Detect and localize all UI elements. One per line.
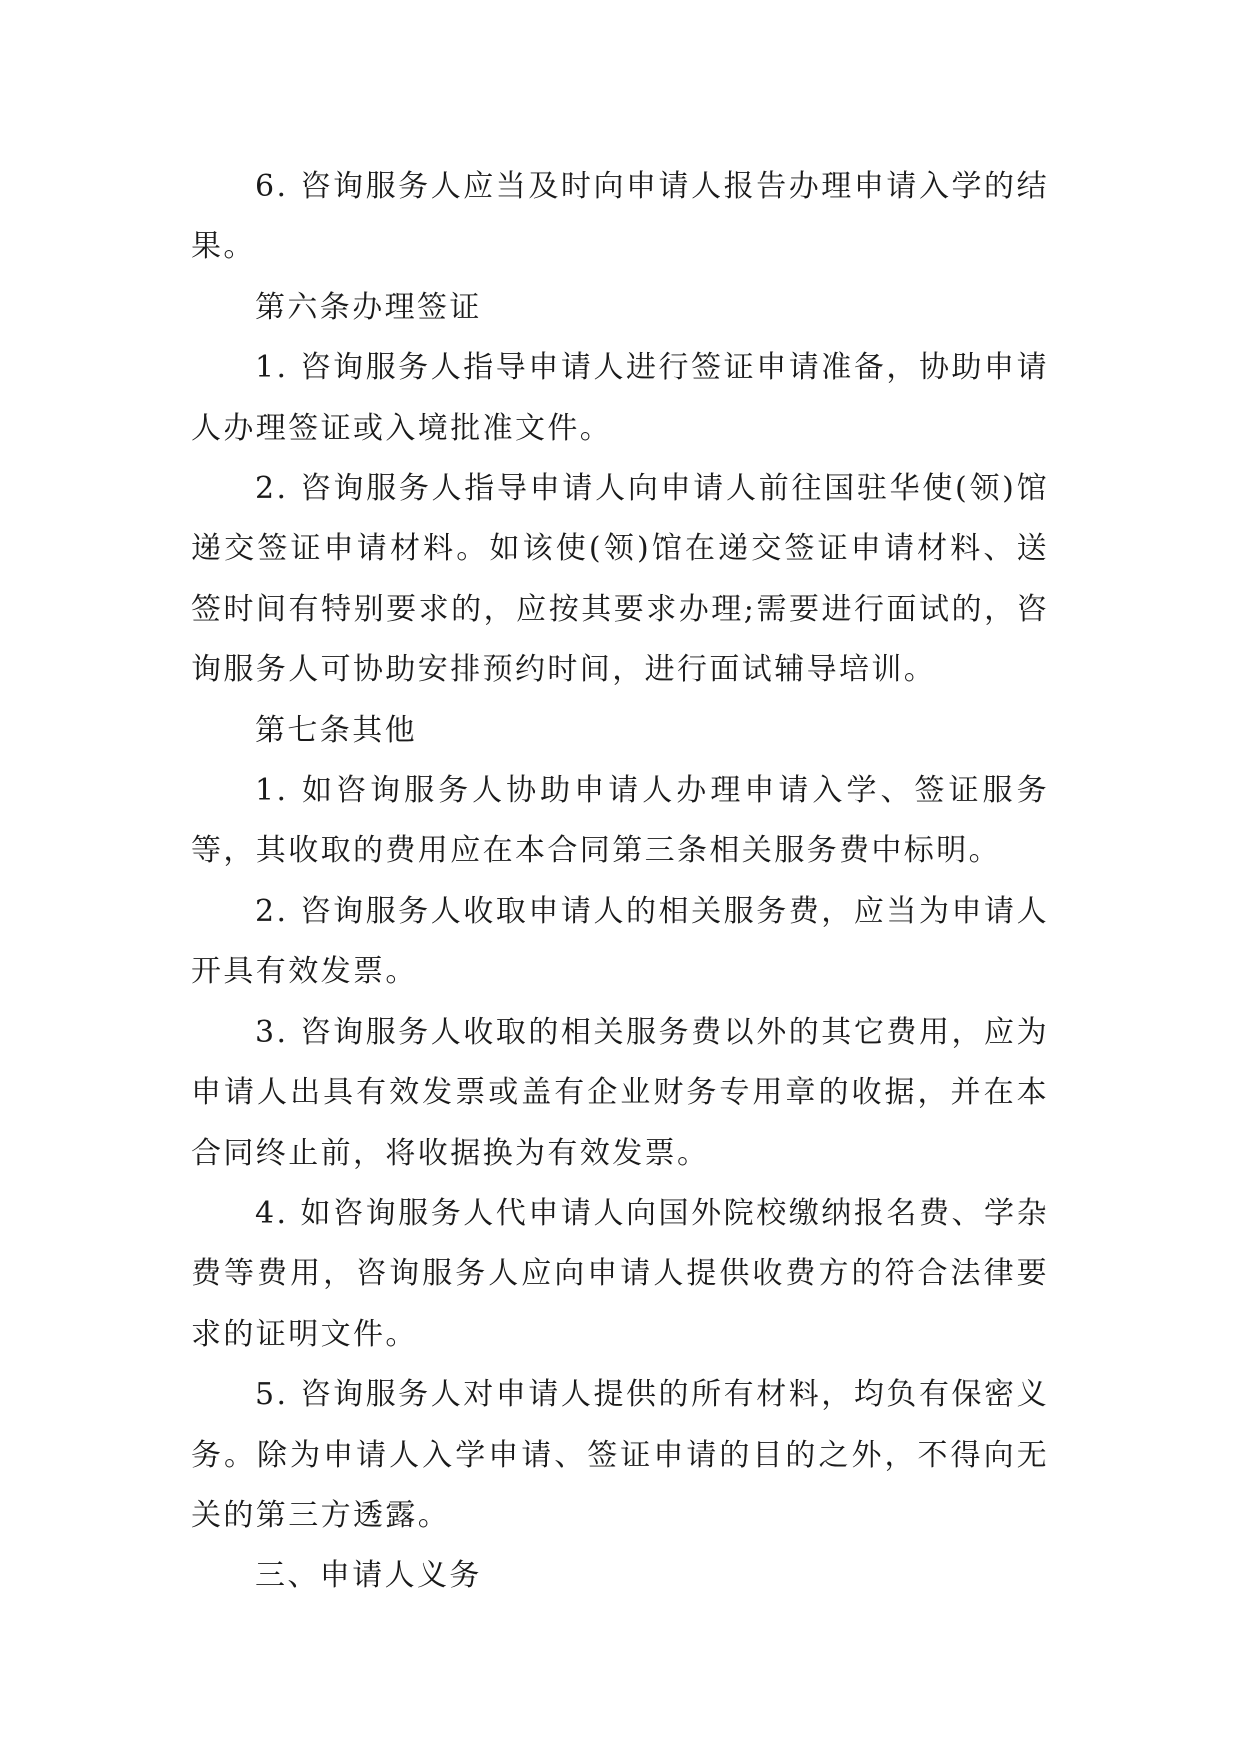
article-6-heading: 第六条办理签证 bbox=[255, 289, 482, 325]
visa-clause-2-paragraph: 2. 咨询服务人指导申请人向申请人前往国驻华使(领)馆递交签证申请材料。如该使(领)馆在递交签证申请材料、送签时间有特别要求的，应按其要求办理;需要进行面试的，咨询服务人可协助安排预约时间，进行面试辅导培训。 bbox=[191, 471, 1049, 688]
other-clause-1-paragraph: 1. 如咨询服务人协助申请人办理申请入学、签证服务等，其收取的费用应在本合同第三条相关服务费中标明。 bbox=[191, 773, 1049, 869]
other-clause-3-paragraph: 3. 咨询服务人收取的相关服务费以外的其它费用，应为申请人出具有效发票或盖有企业财务专用章的收据，并在本合同终止前，将收据换为有效发票。 bbox=[191, 1014, 1049, 1171]
section-3-heading: 三、申请人义务 bbox=[255, 1558, 482, 1594]
visa-clause-1-paragraph: 1. 咨询服务人指导申请人进行签证申请准备，协助申请人办理签证或入境批准文件。 bbox=[191, 350, 1049, 446]
document-body bbox=[191, 157, 1049, 1607]
clause-6-paragraph: 6. 咨询服务人应当及时向申请人报告办理申请入学的结果。 bbox=[191, 169, 1049, 265]
other-clause-2-paragraph: 2. 咨询服务人收取申请人的相关服务费，应当为申请人开具有效发票。 bbox=[191, 893, 1049, 990]
article-7-heading: 第七条其他 bbox=[255, 712, 417, 748]
other-clause-5-paragraph: 5. 咨询服务人对申请人提供的所有材料，均负有保密义务。除为申请人入学申请、签证申请的目的之外，不得向无关的第三方透露。 bbox=[191, 1377, 1049, 1533]
other-clause-4-paragraph: 4. 如咨询服务人代申请人向国外院校缴纳报名费、学杂费等费用，咨询服务人应向申请人提供收费方的符合法律要求的证明文件。 bbox=[191, 1195, 1049, 1352]
